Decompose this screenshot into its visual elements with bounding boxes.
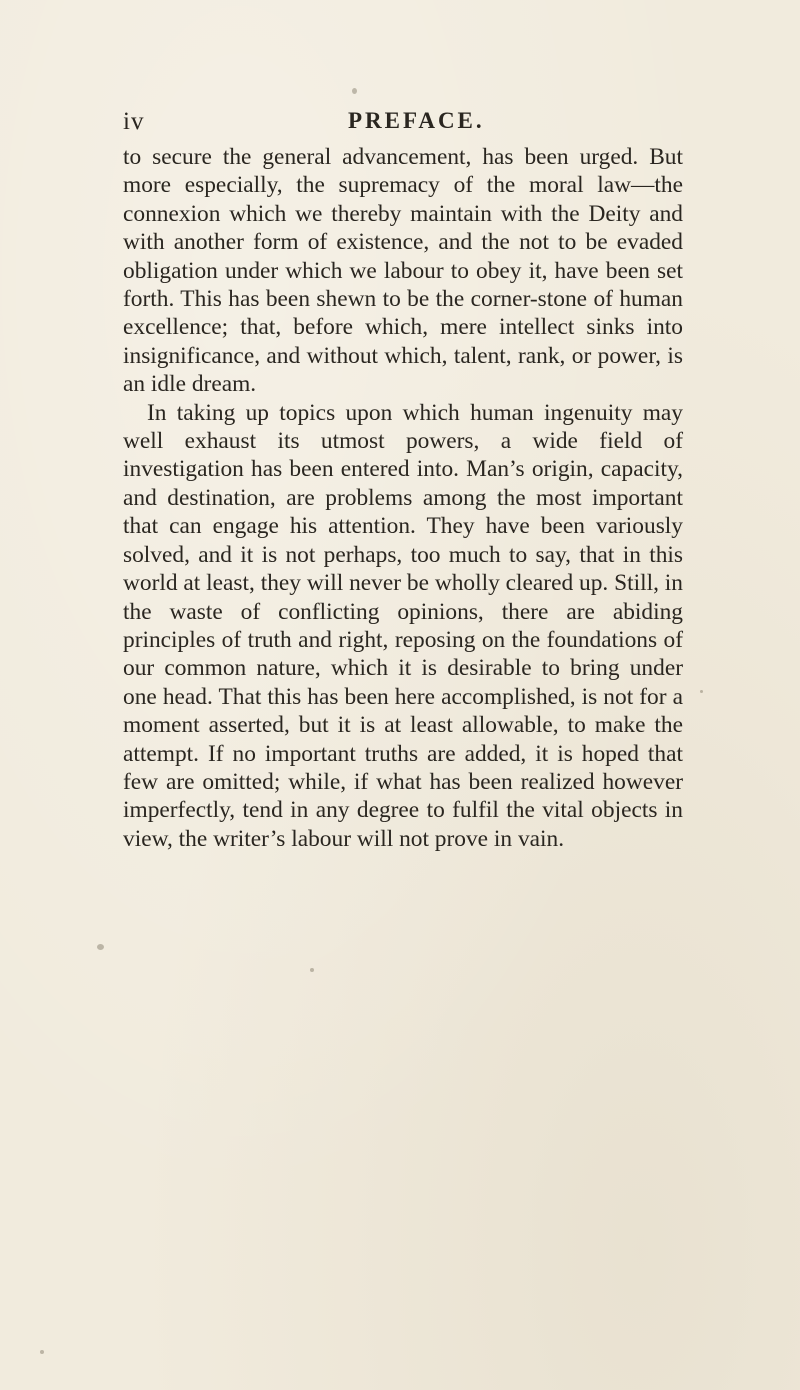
paper-speck — [310, 968, 314, 972]
page-header — [123, 108, 683, 140]
page-number: iv — [123, 108, 145, 135]
paper-speck — [700, 690, 703, 693]
paragraph-2: In taking up topics upon which human ingenuity may well exhaust its utmost powers, a wide field of investigation has been entered into. Man’s origin, capacity, and destination, are problems among the most important that can engage his attention. They have been variously solved, and it is not perhaps, too much to say, that in this world at least, they will never be wholly cleared up. Still, in the waste of conflicting opinions, there are abiding principles of truth and right, reposing on the foundations of our common nature, which it is desirable to bring under one head. That this has been here accomplished, is not for a moment asserted, but it is at least allowable, to make the attempt. If no important truths are added, it is hoped that few are omitted; while, if what has been realized however imperfectly, tend in any degree to fulfil the vital objects in view, the writer’s labour will not prove in vain. — [123, 399, 683, 852]
paper-speck — [352, 88, 357, 94]
body-text — [123, 143, 683, 853]
paper-speck — [97, 944, 104, 950]
paragraph-1: to secure the general advancement, has been urged. But more especially, the supremacy of the moral law—the connexion which we thereby maintain with the Deity and with another form of existence, and the not to be evaded obligation under which we labour to obey it, have been set forth. This has been shewn to be the corner-stone of human excellence; that, before which, mere intellect sinks into insignificance, and without which, talent, rank, or power, is an idle dream. — [123, 144, 683, 398]
paper-speck — [40, 1350, 44, 1354]
running-title: PREFACE. — [348, 108, 485, 133]
